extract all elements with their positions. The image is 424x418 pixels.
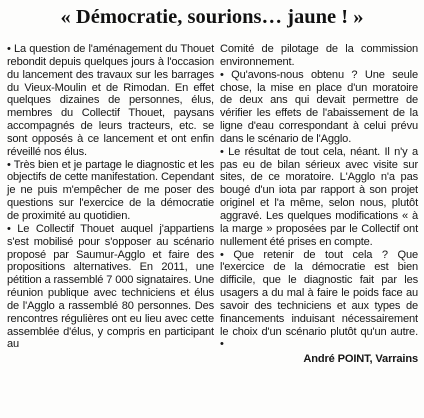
article-right-column [220,43,418,366]
article-paragraph: • Le Collectif Thouet auquel j'appartiens s'est mobilisé pour s'opposer au scénario proposé par Saumur-Agglo et faire des propositions alternatives. En 2011, une pétition a rassemblé 7 000 signataires. Une réunion publique avec techniciens et élus de l'Agglo a rassemblé 80 personnes. Des rencontres régulières ont eu lieu avec cette assemblée d'élus, y compris en participant au [7,222,214,351]
article-paragraph: • Très bien et je partage le diagnostic et les objectifs de cette manifestation. Cependant je ne puis m'empêcher de me poser des questions sur l'exercice de la démocratie de proximité au quotidien. [7,158,214,222]
article-paragraph: • Que retenir de tout cela ? Que l'exercice de la démocratie est bien difficile, que le diagnostic fait par les usagers a du mal à faire le poids face au savoir des techniciens et aux types de financements induisant nécessairement le choix d'un scénario plutôt qu'un autre. • [220,248,418,351]
article-paragraph: • Le résultat de tout cela, néant. Il n'y a pas eu de bilan sérieux avec visite sur sites, de ce moratoire. L'Agglo n'a pas bougé d'un iota par rapport à son projet originel et l'a même, selon nous, plutôt aggravé. Les quelques modifications « à la marge » proposées par le Collectif ont nullement été prises en compte. [220,145,418,248]
article-headline: « Démocratie, sourions… jaune ! » [60,6,364,28]
article-paragraph: • La question de l'aménagement du Thouet rebondit depuis quelques jours à l'occasion du lancement des travaux sur les barrages du Vieux-Moulin et de Rimodan. En effet quelques dizaines de personnes, élus, membres du Collectif Thouet, paysans accompagnés de leurs tracteurs, etc. se sont opposés à ce lancement et ont enfin réveillé nos élus. [7,43,214,158]
article-left-column [7,43,214,351]
article-paragraph: • Qu'avons-nous obtenu ? Une seule chose, la mise en place d'un moratoire de deux ans qui devait permettre de vérifier les effets de l'abaissement de la ligne d'eau correspondant à celui prévu dans le scénario de l'Agglo. [220,68,418,145]
article-paragraph: Comité de pilotage de la commission environnement. [220,43,418,68]
article-signature: André POINT, Varrains [303,353,418,366]
